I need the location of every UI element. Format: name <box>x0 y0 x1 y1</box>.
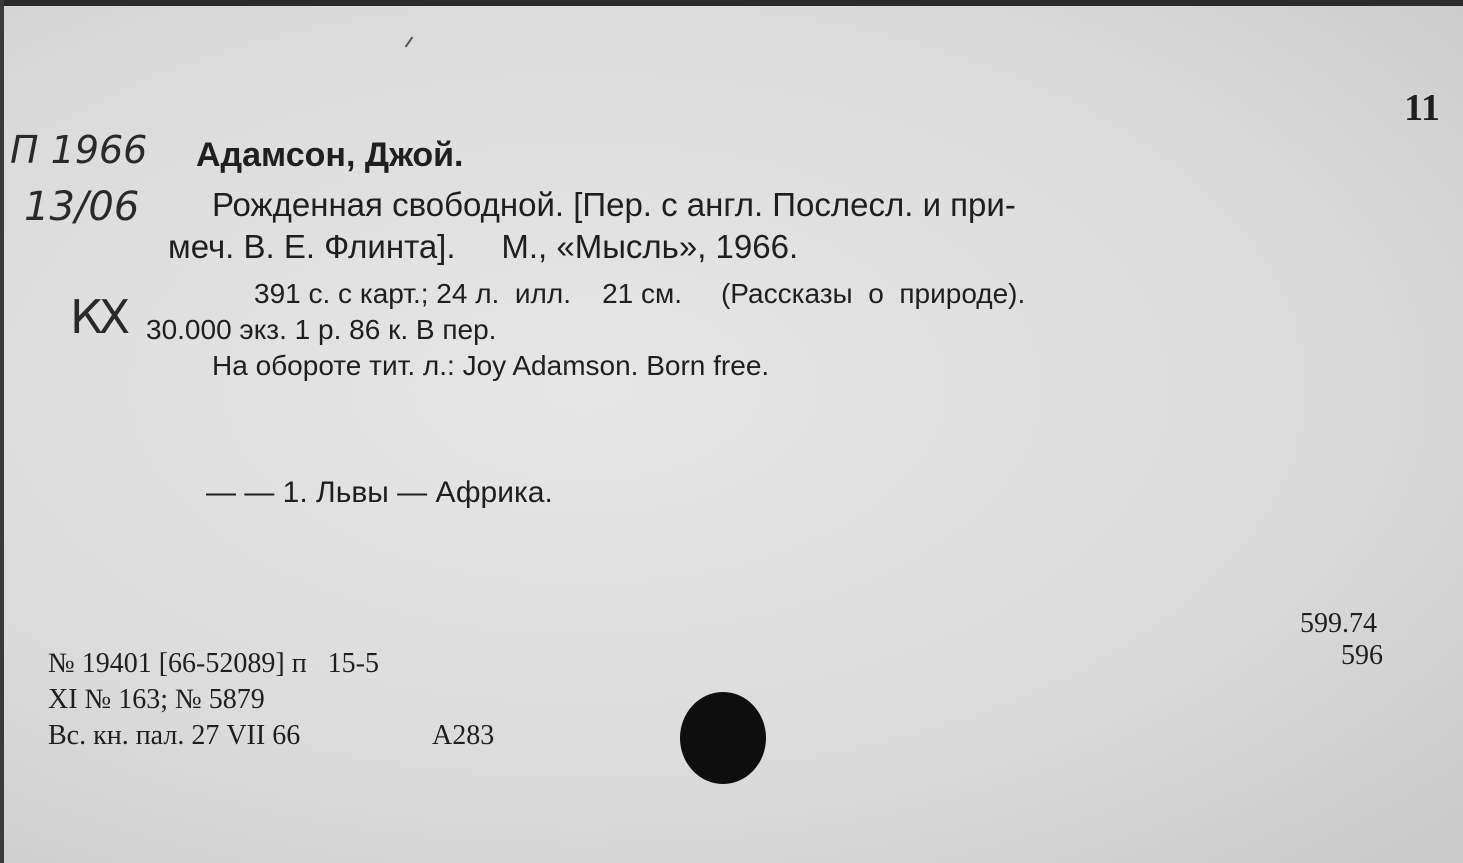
pencil-tick-mark <box>405 37 414 48</box>
footer-line-1: № 19401 [66-52089] п 15-5 <box>48 648 379 679</box>
description-line-4: 30.000 экз. 1 р. 86 к. В пер. <box>146 314 497 345</box>
author-heading: Адамсон, Джой. <box>196 136 464 174</box>
handwritten-sub-code: 13/06 <box>24 184 140 230</box>
description-line-1: Рожденная свободной. [Пер. с англ. Послесл. и при- <box>212 186 1016 223</box>
handwritten-class-code: П 1966 <box>10 128 148 172</box>
description-line-5: На обороте тит. л.: Joy Adamson. Born free. <box>212 350 770 381</box>
footer-line-3-code: А283 <box>432 720 495 751</box>
punch-hole <box>680 692 766 784</box>
page-number: 11 <box>1404 87 1440 129</box>
card-left-edge <box>0 0 4 863</box>
subject-heading: — — 1. Львы — Африка. <box>206 476 553 509</box>
footer-line-2: XI № 163; № 5879 <box>48 684 265 715</box>
bbk-number: 596 <box>1341 640 1383 671</box>
description-line-3: 391 с. с карт.; 24 л. илл. 21 см. (Рассказы о природе). <box>254 278 1026 309</box>
handwritten-mark: КХ <box>70 290 127 344</box>
description-line-2: меч. В. Е. Флинта]. М., «Мысль», 1966. <box>168 228 799 265</box>
footer-line-3: Вс. кн. пал. 27 VII 66 <box>48 720 301 751</box>
udc-number: 599.74 <box>1300 608 1377 639</box>
card-top-edge <box>0 0 1463 6</box>
